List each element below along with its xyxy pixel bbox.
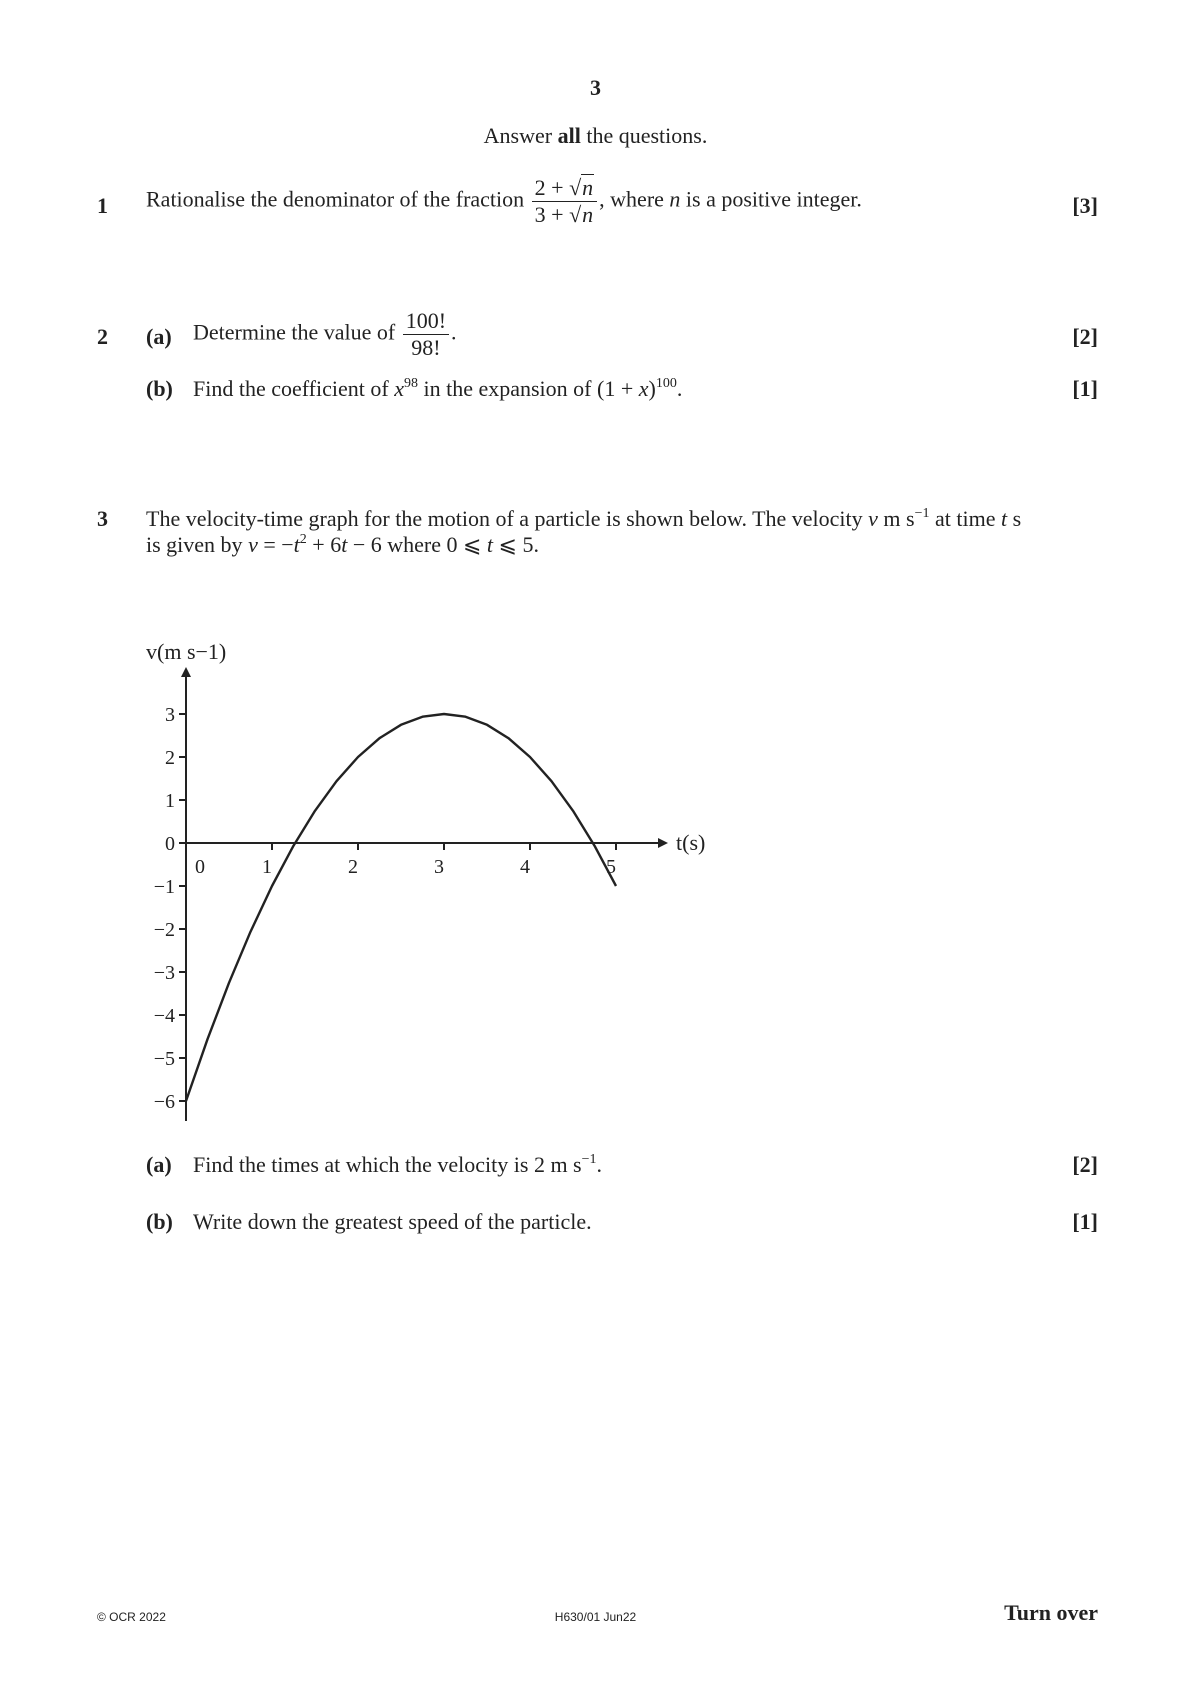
velocity-curve — [186, 714, 616, 1101]
q3b-marks: [1] — [1072, 1209, 1098, 1234]
y-tick-label: −6 — [153, 1091, 175, 1113]
q3-number: 3 — [97, 506, 108, 531]
q1-fraction: $\frac{2 + √n}{3 + √n}$ — [532, 177, 598, 226]
footer-paper-code: H630/01 Jun22 — [554, 1610, 637, 1624]
q1-text: Rationalise the denominator of the fraction $\frac{2 + √n}{3 + √n}$ , where n is a positive integer. — [146, 175, 862, 227]
q3b-label: (b) — [146, 1209, 173, 1234]
q2b-label: (b) — [146, 376, 173, 401]
y-tick-label: −1 — [153, 876, 175, 898]
q1-number: 1 — [97, 193, 108, 218]
q3a-text: Find the times at which the velocity is 2 m $s^{-1}$. — [193, 1152, 603, 1177]
y-tick-label: −4 — [153, 1005, 175, 1027]
y-axis-label: v(m s−1) — [146, 639, 227, 664]
instruction-bold: all — [557, 123, 581, 148]
y-tick-label: −2 — [153, 919, 175, 941]
y-tick-label: 3 — [165, 704, 175, 726]
q2a-fraction: $\frac{100!}{98!}$ — [403, 310, 449, 359]
q3-text-line1: The velocity-time graph for the motion of a particle is shown below. The velocity v m $s^{-1}$ at time t s — [146, 506, 1022, 531]
x-axis-label: t(s) — [676, 830, 706, 855]
x-tick-label: 2 — [348, 856, 358, 878]
q3a-label: (a) — [146, 1152, 172, 1177]
q2b-text: Find the coefficient of $x^{98}$ in the expansion of $(1 + x)^{100}$. — [193, 376, 683, 401]
x-tick-label: 4 — [520, 856, 530, 878]
x-tick-label: 0 — [195, 856, 205, 878]
q2a-marks: [2] — [1072, 324, 1098, 349]
y-tick-label: 0 — [165, 833, 175, 855]
q2-number: 2 — [97, 324, 108, 349]
y-tick-label: −3 — [153, 962, 175, 984]
q1-marks: [3] — [1072, 193, 1098, 218]
y-tick-label: 1 — [165, 790, 175, 812]
q3b-text: Write down the greatest speed of the particle. — [193, 1209, 592, 1234]
q3-text-line2: is given by $v = -t^2 + 6t - 6$ where 0 ⩽ t ⩽ 5. — [146, 532, 539, 557]
x-tick-label: 1 — [262, 856, 272, 878]
q2a-label: (a) — [146, 324, 172, 349]
x-tick-label: 5 — [606, 856, 616, 878]
y-tick-label: 2 — [165, 747, 175, 769]
q2a-text: Determine the value of $\frac{100!}{98!}$ . — [193, 308, 457, 360]
q2b-marks: [1] — [1072, 376, 1098, 401]
footer-copyright: © OCR 2022 — [97, 1610, 166, 1624]
page-number: 3 — [590, 75, 601, 100]
footer-turn-over: Turn over — [1004, 1600, 1098, 1625]
x-tick-label: 3 — [434, 856, 444, 878]
y-tick-label: −5 — [153, 1048, 175, 1070]
q3a-marks: [2] — [1072, 1152, 1098, 1177]
instruction: Answer all the questions. — [483, 123, 708, 148]
